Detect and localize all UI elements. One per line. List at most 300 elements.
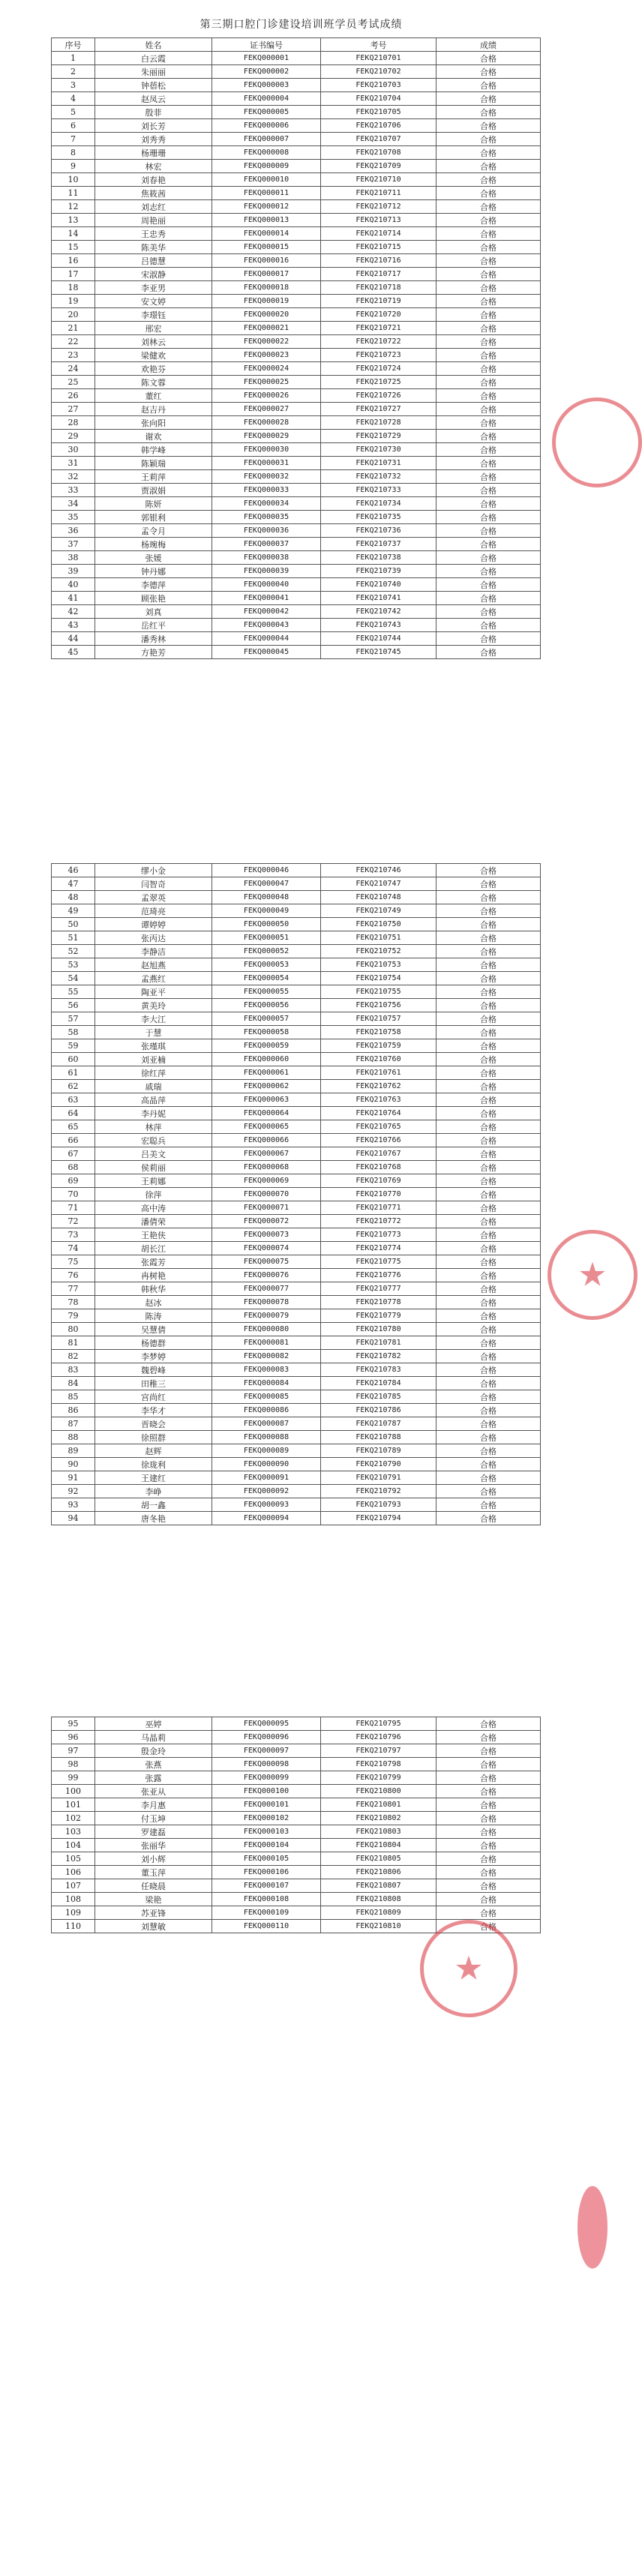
cell-certificate-no: FEKQ000061 [212, 1066, 321, 1080]
cell-result: 合格 [436, 92, 541, 106]
cell-result: 合格 [436, 52, 541, 65]
cell-result: 合格 [436, 985, 541, 999]
cell-exam-no: FEKQ210733 [321, 484, 436, 497]
table-row [52, 1893, 541, 1906]
cell-result: 合格 [436, 1296, 541, 1309]
cell-name: 于慧 [95, 1026, 212, 1039]
cell-name: 吕德慧 [95, 254, 212, 268]
cell-certificate-no: FEKQ000013 [212, 214, 321, 227]
cell-index: 82 [52, 1350, 95, 1363]
cell-certificate-no: FEKQ000010 [212, 173, 321, 187]
cell-name: 张露 [95, 1771, 212, 1785]
cell-exam-no: FEKQ210763 [321, 1093, 436, 1107]
cell-name: 陈美华 [95, 241, 212, 254]
cell-certificate-no: FEKQ000069 [212, 1174, 321, 1188]
table-row [52, 160, 541, 173]
cell-exam-no: FEKQ210713 [321, 214, 436, 227]
cell-index: 74 [52, 1242, 95, 1255]
cell-result: 合格 [436, 187, 541, 200]
cell-result: 合格 [436, 1920, 541, 1933]
cell-exam-no: FEKQ210758 [321, 1026, 436, 1039]
cell-name: 胡一鑫 [95, 1498, 212, 1512]
table-row [52, 891, 541, 904]
score-table-page-2 [51, 863, 541, 1525]
cell-exam-no: FEKQ210779 [321, 1309, 436, 1323]
cell-certificate-no: FEKQ000085 [212, 1390, 321, 1404]
cell-index: 71 [52, 1201, 95, 1215]
cell-index: 32 [52, 470, 95, 484]
cell-result: 合格 [436, 1485, 541, 1498]
cell-result: 合格 [436, 1201, 541, 1215]
cell-certificate-no: FEKQ000047 [212, 877, 321, 891]
cell-certificate-no: FEKQ000081 [212, 1336, 321, 1350]
cell-certificate-no: FEKQ000067 [212, 1147, 321, 1161]
cell-certificate-no: FEKQ000102 [212, 1812, 321, 1825]
table-row [52, 1404, 541, 1417]
cell-exam-no: FEKQ210768 [321, 1161, 436, 1174]
table-row [52, 146, 541, 160]
cell-result: 合格 [436, 389, 541, 403]
cell-result: 合格 [436, 958, 541, 972]
cell-certificate-no: FEKQ000098 [212, 1758, 321, 1771]
table-row [52, 904, 541, 918]
cell-result: 合格 [436, 119, 541, 133]
cell-name: 王莉娜 [95, 1174, 212, 1188]
cell-index: 11 [52, 187, 95, 200]
cell-name: 白云霞 [95, 52, 212, 65]
cell-certificate-no: FEKQ000032 [212, 470, 321, 484]
cell-index: 98 [52, 1758, 95, 1771]
cell-certificate-no: FEKQ000059 [212, 1039, 321, 1053]
cell-name: 吴慧倩 [95, 1323, 212, 1336]
cell-index: 96 [52, 1731, 95, 1744]
table-row [52, 1255, 541, 1269]
cell-certificate-no: FEKQ000063 [212, 1093, 321, 1107]
cell-result: 合格 [436, 308, 541, 322]
table-row [52, 241, 541, 254]
cell-certificate-no: FEKQ000052 [212, 945, 321, 958]
cell-index: 85 [52, 1390, 95, 1404]
cell-index: 7 [52, 133, 95, 146]
cell-index: 66 [52, 1134, 95, 1147]
cell-result: 合格 [436, 1147, 541, 1161]
table-row [52, 1431, 541, 1444]
cell-certificate-no: FEKQ000107 [212, 1879, 321, 1893]
cell-exam-no: FEKQ210800 [321, 1785, 436, 1798]
table-row [52, 1485, 541, 1498]
table-row [52, 349, 541, 362]
cell-certificate-no: FEKQ000094 [212, 1512, 321, 1525]
cell-name: 闫智奇 [95, 877, 212, 891]
cell-result: 合格 [436, 1717, 541, 1731]
cell-result: 合格 [436, 1309, 541, 1323]
cell-index: 43 [52, 619, 95, 632]
cell-exam-no: FEKQ210729 [321, 430, 436, 443]
cell-exam-no: FEKQ210752 [321, 945, 436, 958]
cell-exam-no: FEKQ210772 [321, 1215, 436, 1228]
cell-name: 宋淑静 [95, 268, 212, 281]
cell-result: 合格 [436, 632, 541, 646]
cell-result: 合格 [436, 1758, 541, 1771]
score-table-page-3 [51, 1717, 541, 1933]
table-row [52, 133, 541, 146]
table-row [52, 308, 541, 322]
cell-index: 22 [52, 335, 95, 349]
cell-name: 范琦亮 [95, 904, 212, 918]
table-row [52, 565, 541, 578]
cell-exam-no: FEKQ210744 [321, 632, 436, 646]
cell-index: 83 [52, 1363, 95, 1377]
cell-index: 26 [52, 389, 95, 403]
cell-result: 合格 [436, 1323, 541, 1336]
cell-certificate-no: FEKQ000030 [212, 443, 321, 457]
header-certificate-no: 证书编号 [212, 38, 321, 52]
cell-index: 13 [52, 214, 95, 227]
cell-result: 合格 [436, 160, 541, 173]
cell-certificate-no: FEKQ000043 [212, 619, 321, 632]
cell-result: 合格 [436, 227, 541, 241]
cell-result: 合格 [436, 999, 541, 1012]
cell-certificate-no: FEKQ000065 [212, 1120, 321, 1134]
cell-certificate-no: FEKQ000105 [212, 1852, 321, 1866]
cell-name: 李峥 [95, 1485, 212, 1498]
table-row [52, 918, 541, 931]
cell-result: 合格 [436, 497, 541, 511]
cell-certificate-no: FEKQ000055 [212, 985, 321, 999]
cell-name: 朱丽丽 [95, 65, 212, 79]
table-row [52, 1120, 541, 1134]
cell-exam-no: FEKQ210705 [321, 106, 436, 119]
cell-index: 104 [52, 1839, 95, 1852]
cell-name: 潘秀林 [95, 632, 212, 646]
cell-exam-no: FEKQ210801 [321, 1798, 436, 1812]
cell-exam-no: FEKQ210788 [321, 1431, 436, 1444]
cell-exam-no: FEKQ210716 [321, 254, 436, 268]
table-row [52, 376, 541, 389]
table-row [52, 1866, 541, 1879]
cell-result: 合格 [436, 945, 541, 958]
cell-index: 90 [52, 1458, 95, 1471]
cell-result: 合格 [436, 1498, 541, 1512]
cell-name: 戚瑞 [95, 1080, 212, 1093]
cell-index: 79 [52, 1309, 95, 1323]
cell-name: 刘春艳 [95, 173, 212, 187]
cell-index: 18 [52, 281, 95, 295]
cell-result: 合格 [436, 1404, 541, 1417]
cell-index: 33 [52, 484, 95, 497]
table-row [52, 1377, 541, 1390]
star-icon: ★ [454, 1949, 484, 1988]
cell-name: 罗建磊 [95, 1825, 212, 1839]
cell-exam-no: FEKQ210739 [321, 565, 436, 578]
cell-certificate-no: FEKQ000068 [212, 1161, 321, 1174]
cell-name: 刘慧敏 [95, 1920, 212, 1933]
cell-result: 合格 [436, 268, 541, 281]
cell-result: 合格 [436, 1228, 541, 1242]
cell-exam-no: FEKQ210790 [321, 1458, 436, 1471]
cell-certificate-no: FEKQ000093 [212, 1498, 321, 1512]
star-icon: ★ [578, 1255, 608, 1294]
cell-index: 88 [52, 1431, 95, 1444]
cell-exam-no: FEKQ210769 [321, 1174, 436, 1188]
cell-name: 林萍 [95, 1120, 212, 1134]
cell-certificate-no: FEKQ000016 [212, 254, 321, 268]
table-row [52, 1282, 541, 1296]
cell-name: 陈妍 [95, 497, 212, 511]
cell-certificate-no: FEKQ000066 [212, 1134, 321, 1147]
cell-exam-no: FEKQ210708 [321, 146, 436, 160]
table-row [52, 281, 541, 295]
table-row [52, 227, 541, 241]
table-row [52, 295, 541, 308]
cell-index: 59 [52, 1039, 95, 1053]
cell-name: 陶亚平 [95, 985, 212, 999]
cell-index: 68 [52, 1161, 95, 1174]
cell-result: 合格 [436, 1134, 541, 1147]
cell-exam-no: FEKQ210742 [321, 605, 436, 619]
cell-exam-no: FEKQ210728 [321, 416, 436, 430]
cell-index: 30 [52, 443, 95, 457]
table-row [52, 999, 541, 1012]
cell-result: 合格 [436, 173, 541, 187]
cell-exam-no: FEKQ210762 [321, 1080, 436, 1093]
table-row [52, 214, 541, 227]
cell-certificate-no: FEKQ000042 [212, 605, 321, 619]
cell-certificate-no: FEKQ000083 [212, 1363, 321, 1377]
cell-name: 张瑾琪 [95, 1039, 212, 1053]
cell-result: 合格 [436, 1363, 541, 1377]
cell-name: 孟令月 [95, 524, 212, 538]
cell-result: 合格 [436, 106, 541, 119]
cell-name: 顾张艳 [95, 592, 212, 605]
cell-index: 37 [52, 538, 95, 551]
table-row [52, 1188, 541, 1201]
cell-index: 25 [52, 376, 95, 389]
cell-index: 102 [52, 1812, 95, 1825]
cell-result: 合格 [436, 362, 541, 376]
cell-name: 谭婷婷 [95, 918, 212, 931]
cell-exam-no: FEKQ210737 [321, 538, 436, 551]
cell-certificate-no: FEKQ000097 [212, 1744, 321, 1758]
cell-name: 杨德群 [95, 1336, 212, 1350]
table-row [52, 1798, 541, 1812]
cell-index: 52 [52, 945, 95, 958]
cell-exam-no: FEKQ210759 [321, 1039, 436, 1053]
cell-name: 唐冬艳 [95, 1512, 212, 1525]
cell-certificate-no: FEKQ000091 [212, 1471, 321, 1485]
cell-name: 李丹妮 [95, 1107, 212, 1120]
cell-exam-no: FEKQ210724 [321, 362, 436, 376]
cell-result: 合格 [436, 1852, 541, 1866]
cell-name: 刘长芳 [95, 119, 212, 133]
cell-index: 49 [52, 904, 95, 918]
cell-result: 合格 [436, 1026, 541, 1039]
cell-certificate-no: FEKQ000044 [212, 632, 321, 646]
cell-certificate-no: FEKQ000084 [212, 1377, 321, 1390]
cell-certificate-no: FEKQ000095 [212, 1717, 321, 1731]
cell-name: 刘亚楠 [95, 1053, 212, 1066]
cell-name: 付玉坤 [95, 1812, 212, 1825]
table-row [52, 511, 541, 524]
table-row [52, 646, 541, 659]
cell-exam-no: FEKQ210721 [321, 322, 436, 335]
cell-certificate-no: FEKQ000060 [212, 1053, 321, 1066]
cell-name: 陈文蓉 [95, 376, 212, 389]
cell-result: 合格 [436, 646, 541, 659]
table-row [52, 268, 541, 281]
table-row [52, 864, 541, 877]
cell-name: 李华才 [95, 1404, 212, 1417]
cell-index: 8 [52, 146, 95, 160]
cell-index: 1 [52, 52, 95, 65]
cell-index: 100 [52, 1785, 95, 1798]
cell-certificate-no: FEKQ000108 [212, 1893, 321, 1906]
cell-certificate-no: FEKQ000026 [212, 389, 321, 403]
table-row [52, 1039, 541, 1053]
cell-exam-no: FEKQ210745 [321, 646, 436, 659]
cell-exam-no: FEKQ210803 [321, 1825, 436, 1839]
cell-name: 徐照群 [95, 1431, 212, 1444]
cell-index: 57 [52, 1012, 95, 1026]
table-row [52, 538, 541, 551]
cell-certificate-no: FEKQ000033 [212, 484, 321, 497]
cell-index: 105 [52, 1852, 95, 1866]
header-result: 成绩 [436, 38, 541, 52]
table-row [52, 1134, 541, 1147]
cell-result: 合格 [436, 1512, 541, 1525]
cell-index: 34 [52, 497, 95, 511]
cell-name: 张霞芳 [95, 1255, 212, 1269]
cell-exam-no: FEKQ210756 [321, 999, 436, 1012]
table-row [52, 1228, 541, 1242]
cell-result: 合格 [436, 1390, 541, 1404]
table-row [52, 1417, 541, 1431]
table-row [52, 1269, 541, 1282]
cell-exam-no: FEKQ210740 [321, 578, 436, 592]
cell-exam-no: FEKQ210776 [321, 1269, 436, 1282]
cell-index: 39 [52, 565, 95, 578]
cell-result: 合格 [436, 281, 541, 295]
cell-name: 胡长江 [95, 1242, 212, 1255]
cell-index: 64 [52, 1107, 95, 1120]
table-row [52, 605, 541, 619]
cell-result: 合格 [436, 1012, 541, 1026]
table-row [52, 1825, 541, 1839]
cell-exam-no: FEKQ210720 [321, 308, 436, 322]
cell-name: 高晶萍 [95, 1093, 212, 1107]
cell-name: 岳红平 [95, 619, 212, 632]
cell-certificate-no: FEKQ000006 [212, 119, 321, 133]
table-row [52, 52, 541, 65]
cell-exam-no: FEKQ210757 [321, 1012, 436, 1026]
cell-index: 3 [52, 79, 95, 92]
table-row [52, 958, 541, 972]
cell-index: 76 [52, 1269, 95, 1282]
cell-exam-no: FEKQ210810 [321, 1920, 436, 1933]
cell-certificate-no: FEKQ000082 [212, 1350, 321, 1363]
cell-name: 陈颖瑞 [95, 457, 212, 470]
cell-exam-no: FEKQ210748 [321, 891, 436, 904]
cell-name: 林宏 [95, 160, 212, 173]
cell-exam-no: FEKQ210702 [321, 65, 436, 79]
cell-certificate-no: FEKQ000017 [212, 268, 321, 281]
cell-exam-no: FEKQ210792 [321, 1485, 436, 1498]
cell-result: 合格 [436, 376, 541, 389]
cell-result: 合格 [436, 1866, 541, 1879]
cell-name: 任晓晨 [95, 1879, 212, 1893]
cell-name: 殷金玲 [95, 1744, 212, 1758]
cell-result: 合格 [436, 1282, 541, 1296]
cell-exam-no: FEKQ210718 [321, 281, 436, 295]
cell-result: 合格 [436, 1825, 541, 1839]
table-row [52, 1350, 541, 1363]
table-row [52, 1498, 541, 1512]
cell-name: 安文婷 [95, 295, 212, 308]
cell-exam-no: FEKQ210717 [321, 268, 436, 281]
cell-name: 张丽华 [95, 1839, 212, 1852]
score-table-page-1 [51, 37, 541, 659]
cell-index: 40 [52, 578, 95, 592]
cell-name: 侯莉丽 [95, 1161, 212, 1174]
cell-certificate-no: FEKQ000025 [212, 376, 321, 389]
table-row [52, 1215, 541, 1228]
cell-certificate-no: FEKQ000020 [212, 308, 321, 322]
cell-certificate-no: FEKQ000022 [212, 335, 321, 349]
cell-certificate-no: FEKQ000036 [212, 524, 321, 538]
cell-exam-no: FEKQ210761 [321, 1066, 436, 1080]
cell-exam-no: FEKQ210704 [321, 92, 436, 106]
cell-exam-no: FEKQ210736 [321, 524, 436, 538]
cell-index: 38 [52, 551, 95, 565]
cell-exam-no: FEKQ210774 [321, 1242, 436, 1255]
cell-index: 48 [52, 891, 95, 904]
cell-certificate-no: FEKQ000073 [212, 1228, 321, 1242]
cell-name: 孟燕红 [95, 972, 212, 985]
cell-name: 郭银利 [95, 511, 212, 524]
cell-name: 陈涛 [95, 1309, 212, 1323]
cell-index: 63 [52, 1093, 95, 1107]
table-row [52, 403, 541, 416]
cell-name: 李德萍 [95, 578, 212, 592]
table-row [52, 1512, 541, 1525]
cell-exam-no: FEKQ210781 [321, 1336, 436, 1350]
cell-certificate-no: FEKQ000106 [212, 1866, 321, 1879]
cell-name: 魏碧峰 [95, 1363, 212, 1377]
cell-result: 合格 [436, 1066, 541, 1080]
cell-name: 刘志红 [95, 200, 212, 214]
cell-name: 赵冰 [95, 1296, 212, 1309]
cell-name: 李亚男 [95, 281, 212, 295]
cell-certificate-no: FEKQ000005 [212, 106, 321, 119]
cell-result: 合格 [436, 133, 541, 146]
cell-index: 60 [52, 1053, 95, 1066]
cell-exam-no: FEKQ210783 [321, 1363, 436, 1377]
cell-exam-no: FEKQ210767 [321, 1147, 436, 1161]
cell-exam-no: FEKQ210760 [321, 1053, 436, 1066]
table-row [52, 972, 541, 985]
cell-result: 合格 [436, 524, 541, 538]
cell-result: 合格 [436, 605, 541, 619]
official-seal-stamp [548, 1230, 638, 1320]
cell-exam-no: FEKQ210754 [321, 972, 436, 985]
cell-certificate-no: FEKQ000078 [212, 1296, 321, 1309]
cell-index: 9 [52, 160, 95, 173]
table-row [52, 470, 541, 484]
cell-certificate-no: FEKQ000009 [212, 160, 321, 173]
cell-index: 17 [52, 268, 95, 281]
cell-name: 李月惠 [95, 1798, 212, 1812]
cell-index: 99 [52, 1771, 95, 1785]
